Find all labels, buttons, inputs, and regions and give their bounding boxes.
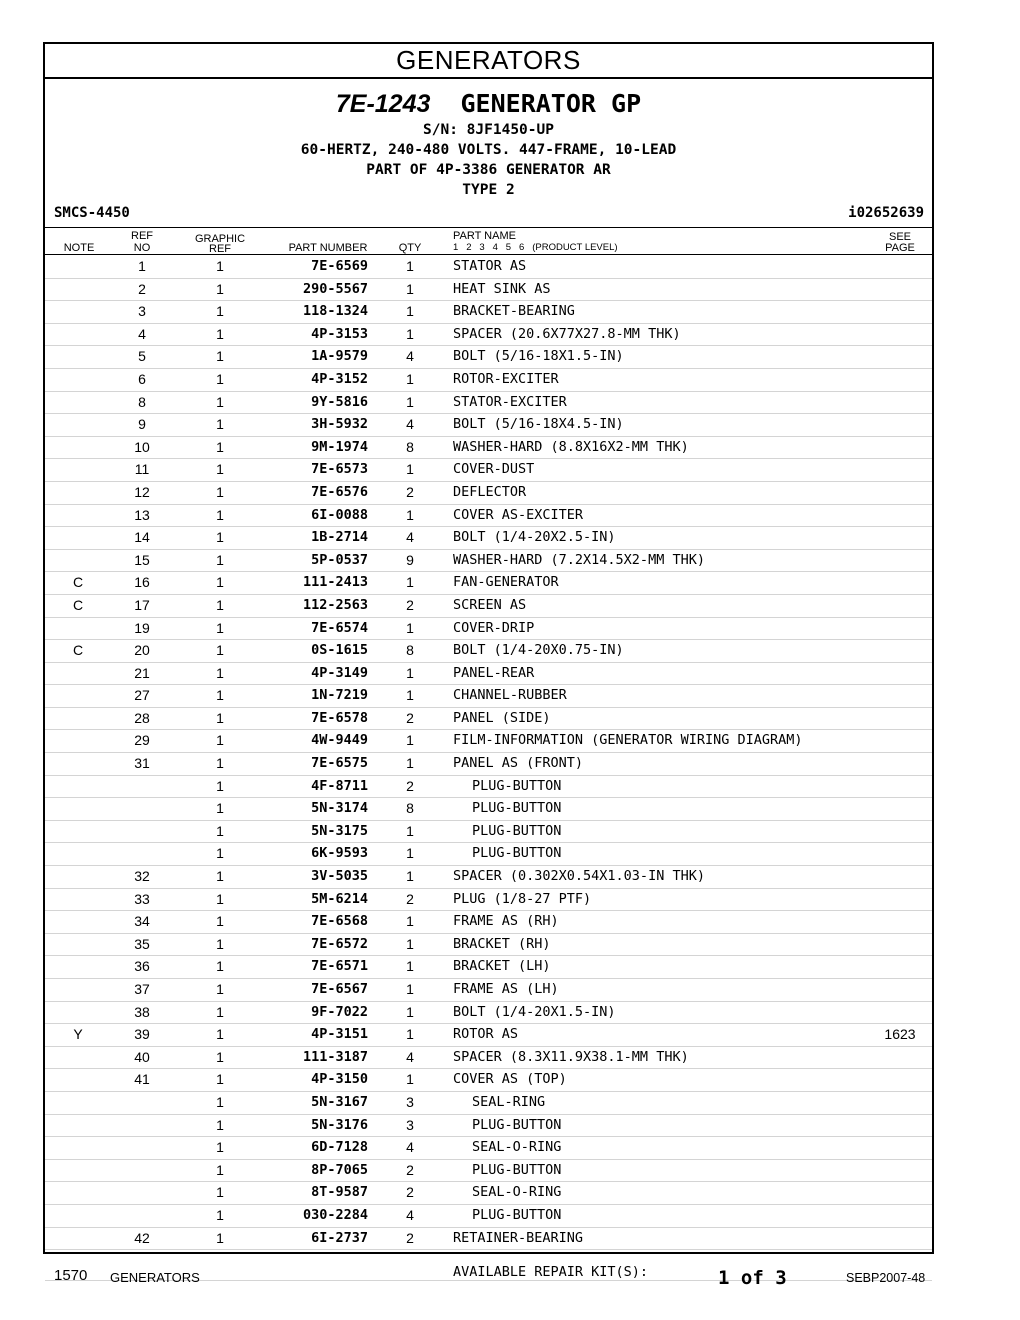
row-part-number: 7E-6576 (311, 483, 368, 500)
row-ref-no: 38 (134, 1003, 150, 1020)
row-part-number: 4P-3150 (311, 1071, 368, 1088)
row-graphic-ref: 1 (216, 461, 224, 478)
row-graphic-ref: 1 (216, 325, 224, 342)
row-part-name: RETAINER-BEARING (453, 1229, 584, 1246)
table-row (45, 324, 932, 347)
row-part-number: 5M-6214 (311, 890, 368, 907)
row-qty: 1 (406, 1071, 414, 1088)
header-product-level: 1 2 3 4 5 6 (PRODUCT LEVEL) (453, 242, 618, 253)
row-part-number: 8P-7065 (311, 1161, 368, 1178)
row-qty: 2 (406, 709, 414, 726)
row-qty: 1 (406, 845, 414, 862)
table-row (45, 640, 932, 663)
row-ref-no: 17 (134, 596, 150, 613)
row-part-name: BRACKET (RH) (453, 935, 551, 952)
row-part-number: 9M-1974 (311, 438, 368, 455)
row-ref-no: 9 (138, 416, 146, 433)
row-qty: 1 (406, 913, 414, 930)
row-graphic-ref: 1 (216, 935, 224, 952)
table-row (45, 550, 932, 573)
row-graphic-ref: 1 (216, 732, 224, 749)
row-part-number: 6I-2737 (311, 1229, 368, 1246)
row-qty: 1 (406, 664, 414, 681)
row-part-name: FAN-GENERATOR (453, 574, 559, 591)
row-part-name: PLUG-BUTTON (472, 1116, 562, 1133)
row-ref-no: 2 (138, 280, 146, 297)
row-qty: 1 (406, 393, 414, 410)
header-graphic-ref: REF (209, 243, 231, 255)
row-qty: 2 (406, 777, 414, 794)
row-ref-no: 15 (134, 551, 150, 568)
table-row (45, 911, 932, 934)
row-ref-no: 29 (134, 732, 150, 749)
row-graphic-ref: 1 (216, 890, 224, 907)
row-qty: 8 (406, 800, 414, 817)
row-part-number: 5N-3174 (311, 800, 368, 817)
section-title: GENERATORS (45, 44, 932, 79)
row-part-number: 4P-3151 (311, 1026, 368, 1043)
row-qty: 1 (406, 258, 414, 274)
row-part-number: 6I-0088 (311, 506, 368, 523)
row-note: C (72, 642, 84, 659)
row-graphic-ref: 1 (216, 1161, 224, 1178)
row-part-number: 7E-6569 (311, 258, 368, 274)
row-ref-no: 5 (138, 348, 146, 365)
table-row (45, 527, 932, 550)
row-graphic-ref: 1 (216, 416, 224, 433)
row-part-name: SPACER (20.6X77X27.8-MM THK) (453, 325, 681, 342)
table-row (45, 889, 932, 912)
row-qty: 1 (406, 370, 414, 387)
row-ref-no: 3 (138, 303, 146, 320)
row-part-number: 7E-6572 (311, 935, 368, 952)
row-part-name: PANEL AS (FRONT) (453, 755, 584, 772)
row-part-number: 3V-5035 (311, 868, 368, 885)
header-qty: QTY (398, 242, 422, 254)
table-row (45, 1069, 932, 1092)
group-type: TYPE 2 (462, 182, 515, 198)
row-part-number: 030-2284 (302, 1206, 368, 1223)
row-qty: 1 (406, 574, 414, 591)
row-part-name: FRAME AS (LH) (453, 981, 559, 997)
row-qty: 2 (406, 483, 414, 500)
row-qty: 1 (406, 732, 414, 749)
row-qty: 4 (406, 529, 414, 546)
row-part-number: 5N-3175 (311, 822, 368, 839)
row-qty: 1 (406, 325, 414, 342)
group-part-number: 7E-1243 (335, 90, 431, 118)
row-part-number: 1A-9579 (311, 348, 368, 365)
row-ref-no: 28 (134, 709, 150, 726)
row-ref-no: 32 (134, 868, 150, 885)
row-part-name: ROTOR-EXCITER (453, 370, 559, 387)
row-qty: 1 (406, 303, 414, 320)
row-graphic-ref: 1 (216, 619, 224, 636)
row-graphic-ref: 1 (216, 551, 224, 568)
row-graphic-ref: 1 (216, 348, 224, 365)
row-part-name: PLUG-BUTTON (472, 845, 562, 862)
row-part-name: ROTOR AS (453, 1026, 519, 1043)
row-graphic-ref: 1 (216, 596, 224, 613)
table-row (45, 843, 932, 866)
table-header (45, 230, 932, 256)
row-part-name: COVER AS-EXCITER (453, 506, 584, 523)
group-title-block (45, 88, 932, 200)
row-ref-no: 39 (134, 1026, 150, 1043)
row-ref-no: 1 (138, 258, 146, 274)
row-graphic-ref: 1 (216, 1048, 224, 1065)
table-row (45, 1115, 932, 1138)
row-qty: 8 (406, 438, 414, 455)
row-part-name: SCREEN AS (453, 596, 527, 613)
row-part-name: PANEL-REAR (453, 664, 535, 681)
row-part-name: BRACKET-BEARING (453, 303, 575, 320)
row-ref-no: 16 (134, 574, 150, 591)
row-qty: 3 (406, 1093, 414, 1110)
row-graphic-ref: 1 (216, 574, 224, 591)
row-graphic-ref: 1 (216, 800, 224, 817)
row-qty: 1 (406, 280, 414, 297)
row-part-number: 4P-3153 (311, 325, 368, 342)
table-row (45, 256, 932, 279)
row-ref-no: 12 (134, 483, 150, 500)
row-part-name: COVER-DUST (453, 461, 535, 478)
footer-page-of: 1 of 3 (718, 1267, 787, 1289)
table-row (45, 572, 932, 595)
table-header-divider (45, 254, 932, 255)
group-spec: 60-HERTZ, 240-480 VOLTS. 447-FRAME, 10-LEAD (300, 142, 677, 158)
table-row (45, 663, 932, 686)
header-graphic: GRAPHIC (194, 233, 246, 245)
row-part-name: PANEL (SIDE) (453, 709, 551, 726)
row-part-name: HEAT SINK AS (453, 280, 551, 297)
row-graphic-ref: 1 (216, 258, 224, 274)
row-part-name: PLUG-BUTTON (472, 822, 562, 839)
table-row (45, 414, 932, 437)
row-part-name: FILM-INFORMATION (GENERATOR WIRING DIAGRAM) (453, 732, 803, 749)
row-ref-no: 27 (134, 687, 150, 704)
table-row (45, 776, 932, 799)
row-ref-no: 8 (138, 393, 146, 410)
row-part-name: DEFLECTOR (453, 483, 527, 500)
row-qty: 1 (406, 868, 414, 885)
table-row (45, 1092, 932, 1115)
row-part-name: BRACKET (LH) (453, 958, 551, 975)
row-ref-no: 41 (134, 1071, 150, 1088)
row-ref-no: 21 (134, 664, 150, 681)
row-part-number: 7E-6568 (311, 913, 368, 930)
row-qty: 4 (406, 1139, 414, 1156)
illustration-id: i02652639 (848, 205, 924, 221)
row-part-number: 4W-9449 (311, 732, 368, 749)
table-row (45, 1228, 932, 1251)
row-graphic-ref: 1 (216, 1026, 224, 1043)
row-part-number: 5N-3167 (311, 1093, 368, 1110)
row-qty: 2 (406, 1184, 414, 1201)
header-part-name: PART NAME (453, 230, 516, 242)
row-ref-no: 4 (138, 325, 146, 342)
row-graphic-ref: 1 (216, 868, 224, 885)
row-qty: 2 (406, 1161, 414, 1178)
group-name: GENERATOR GP (460, 89, 642, 118)
row-part-name: COVER AS (TOP) (453, 1071, 567, 1088)
row-part-number: 9F-7022 (311, 1003, 368, 1020)
table-row (45, 685, 932, 708)
table-row (45, 1160, 932, 1183)
row-ref-no: 36 (134, 958, 150, 975)
row-part-number: 7E-6575 (311, 755, 368, 772)
row-graphic-ref: 1 (216, 777, 224, 794)
row-ref-no: 35 (134, 935, 150, 952)
row-graphic-ref: 1 (216, 280, 224, 297)
header-see: SEE (888, 231, 911, 243)
row-part-name: CHANNEL-RUBBER (453, 687, 567, 704)
row-qty: 1 (406, 958, 414, 975)
row-ref-no: 33 (134, 890, 150, 907)
header-ref: REF (131, 230, 153, 242)
row-note: C (72, 574, 84, 591)
row-graphic-ref: 1 (216, 822, 224, 839)
row-part-name: PLUG-BUTTON (472, 800, 562, 817)
row-graphic-ref: 1 (216, 1071, 224, 1088)
row-graphic-ref: 1 (216, 642, 224, 659)
table-row (45, 866, 932, 889)
table-row (45, 505, 932, 528)
table-row (45, 279, 932, 302)
row-qty: 8 (406, 642, 414, 659)
row-part-number: 112-2563 (302, 596, 368, 613)
row-ref-no: 14 (134, 529, 150, 546)
row-part-name: WASHER-HARD (7.2X14.5X2-MM THK) (453, 551, 705, 568)
row-qty: 3 (406, 1116, 414, 1133)
table-row (45, 369, 932, 392)
row-graphic-ref: 1 (216, 506, 224, 523)
row-ref-no: 6 (138, 370, 146, 387)
row-part-number: 6D-7128 (311, 1139, 368, 1156)
row-part-name: SPACER (0.302X0.54X1.03-IN THK) (453, 868, 705, 885)
row-graphic-ref: 1 (216, 913, 224, 930)
row-part-number: 111-3187 (302, 1048, 368, 1065)
smcs-code: SMCS-4450 (54, 205, 130, 221)
page-footer (0, 1266, 1020, 1290)
row-part-name: COVER-DRIP (453, 619, 535, 636)
table-row (45, 934, 932, 957)
row-part-name: PLUG (1/8-27 PTF) (453, 890, 592, 907)
row-part-number: 6K-9593 (311, 845, 368, 862)
row-qty: 2 (406, 1229, 414, 1246)
table-row (45, 1047, 932, 1070)
row-part-number: 7E-6573 (311, 461, 368, 478)
row-graphic-ref: 1 (216, 1093, 224, 1110)
row-graphic-ref: 1 (216, 958, 224, 975)
row-part-number: 0S-1615 (311, 642, 368, 659)
row-part-name: BOLT (1/4-20X2.5-IN) (453, 529, 616, 546)
row-ref-no: 34 (134, 913, 150, 930)
row-part-name: FRAME AS (RH) (453, 913, 559, 930)
row-qty: 1 (406, 687, 414, 704)
row-graphic-ref: 1 (216, 483, 224, 500)
table-row (45, 1182, 932, 1205)
header-divider (45, 227, 932, 228)
row-qty: 1 (406, 506, 414, 523)
row-graphic-ref: 1 (216, 1206, 224, 1223)
row-part-number: 3H-5932 (311, 416, 368, 433)
row-qty: 4 (406, 416, 414, 433)
repair-kits-label: AVAILABLE REPAIR KIT(S): (453, 1264, 649, 1281)
group-parent: PART OF 4P-3386 GENERATOR AR (366, 162, 611, 178)
row-part-number: 1B-2714 (311, 529, 368, 546)
row-part-name: SPACER (8.3X11.9X38.1-MM THK) (453, 1048, 689, 1065)
row-part-name: BOLT (1/4-20X0.75-IN) (453, 642, 624, 659)
row-part-number: 8T-9587 (311, 1184, 368, 1201)
row-qty: 1 (406, 935, 414, 952)
row-graphic-ref: 1 (216, 709, 224, 726)
row-part-number: 4F-8711 (311, 777, 368, 794)
row-ref-no: 13 (134, 506, 150, 523)
row-graphic-ref: 1 (216, 1184, 224, 1201)
row-part-number: 7E-6574 (311, 619, 368, 636)
table-row (45, 730, 932, 753)
row-graphic-ref: 1 (216, 529, 224, 546)
row-part-name: SEAL-O-RING (472, 1184, 562, 1201)
row-qty: 4 (406, 1048, 414, 1065)
table-row (45, 979, 932, 1002)
row-graphic-ref: 1 (216, 664, 224, 681)
row-part-number: 9Y-5816 (311, 393, 368, 410)
table-row (45, 459, 932, 482)
table-row (45, 1024, 932, 1047)
row-graphic-ref: 1 (216, 438, 224, 455)
row-part-number: 4P-3152 (311, 370, 368, 387)
row-part-name: BOLT (1/4-20X1.5-IN) (453, 1003, 616, 1020)
row-part-name: WASHER-HARD (8.8X16X2-MM THK) (453, 438, 689, 455)
row-ref-no: 31 (134, 755, 150, 772)
row-graphic-ref: 1 (216, 370, 224, 387)
table-row (45, 708, 932, 731)
row-ref-no: 10 (134, 438, 150, 455)
row-part-number: 1N-7219 (311, 687, 368, 704)
row-graphic-ref: 1 (216, 1139, 224, 1156)
row-qty: 1 (406, 1026, 414, 1043)
row-qty: 1 (406, 755, 414, 772)
row-part-number: 4P-3149 (311, 664, 368, 681)
row-ref-no: 11 (134, 461, 150, 478)
serial-range: S/N: 8JF1450-UP (423, 122, 554, 138)
table-row (45, 392, 932, 415)
table-row (45, 301, 932, 324)
table-row (45, 437, 932, 460)
row-qty: 2 (406, 596, 414, 613)
table-row (45, 1137, 932, 1160)
row-part-number: 5N-3176 (311, 1116, 368, 1133)
group-title (45, 88, 932, 120)
row-qty: 1 (406, 619, 414, 636)
footer-doc-id: SEBP2007-48 (846, 1271, 926, 1285)
row-qty: 1 (406, 1003, 414, 1020)
row-part-name: BOLT (5/16-18X1.5-IN) (453, 348, 624, 365)
parts-table (45, 256, 932, 1281)
row-part-number: 5P-0537 (311, 551, 368, 568)
table-row (45, 618, 932, 641)
header-page: PAGE (885, 242, 915, 254)
row-graphic-ref: 1 (216, 981, 224, 997)
row-part-name: PLUG-BUTTON (472, 777, 562, 794)
table-row (45, 346, 932, 369)
table-row (45, 821, 932, 844)
row-part-name: PLUG-BUTTON (472, 1161, 562, 1178)
table-row (45, 956, 932, 979)
row-graphic-ref: 1 (216, 755, 224, 772)
row-graphic-ref: 1 (216, 303, 224, 320)
row-part-name: SEAL-RING (472, 1093, 546, 1110)
row-ref-no: 20 (134, 642, 150, 659)
row-graphic-ref: 1 (216, 687, 224, 704)
row-part-number: 7E-6567 (311, 981, 368, 997)
table-row (45, 798, 932, 821)
header-no: NO (133, 242, 151, 254)
row-ref-no: 40 (134, 1048, 150, 1065)
row-part-number: 111-2413 (302, 574, 368, 591)
row-part-name: STATOR AS (453, 258, 527, 274)
header-part-number: PART NUMBER (288, 242, 368, 254)
row-qty: 1 (406, 981, 414, 997)
footer-section: GENERATORS (110, 1270, 200, 1285)
row-ref-no: 37 (134, 981, 150, 997)
table-row (45, 595, 932, 618)
row-qty: 1 (406, 822, 414, 839)
row-graphic-ref: 1 (216, 845, 224, 862)
row-graphic-ref: 1 (216, 1229, 224, 1246)
row-graphic-ref: 1 (216, 393, 224, 410)
row-part-name: STATOR-EXCITER (453, 393, 567, 410)
row-part-name: BOLT (5/16-18X4.5-IN) (453, 416, 624, 433)
row-qty: 4 (406, 348, 414, 365)
table-row (45, 482, 932, 505)
footer-page-number: 1570 (54, 1267, 88, 1284)
row-qty: 9 (406, 551, 414, 568)
table-row (45, 1205, 932, 1228)
row-qty: 1 (406, 461, 414, 478)
row-part-name: PLUG-BUTTON (472, 1206, 562, 1223)
row-part-name: SEAL-O-RING (472, 1139, 562, 1156)
table-row (45, 1002, 932, 1025)
row-part-number: 118-1324 (302, 303, 368, 320)
row-qty: 2 (406, 890, 414, 907)
row-note: Y (73, 1026, 83, 1043)
table-row (45, 753, 932, 776)
row-graphic-ref: 1 (216, 1003, 224, 1020)
row-ref-no: 42 (134, 1229, 150, 1246)
row-part-number: 7E-6578 (311, 709, 368, 726)
row-qty: 4 (406, 1206, 414, 1223)
row-part-number: 290-5567 (302, 280, 368, 297)
row-graphic-ref: 1 (216, 1116, 224, 1133)
row-ref-no: 19 (134, 619, 150, 636)
row-see-page: 1623 (884, 1026, 916, 1043)
row-part-number: 7E-6571 (311, 958, 368, 975)
row-note: C (72, 596, 84, 613)
header-note: NOTE (63, 242, 95, 254)
